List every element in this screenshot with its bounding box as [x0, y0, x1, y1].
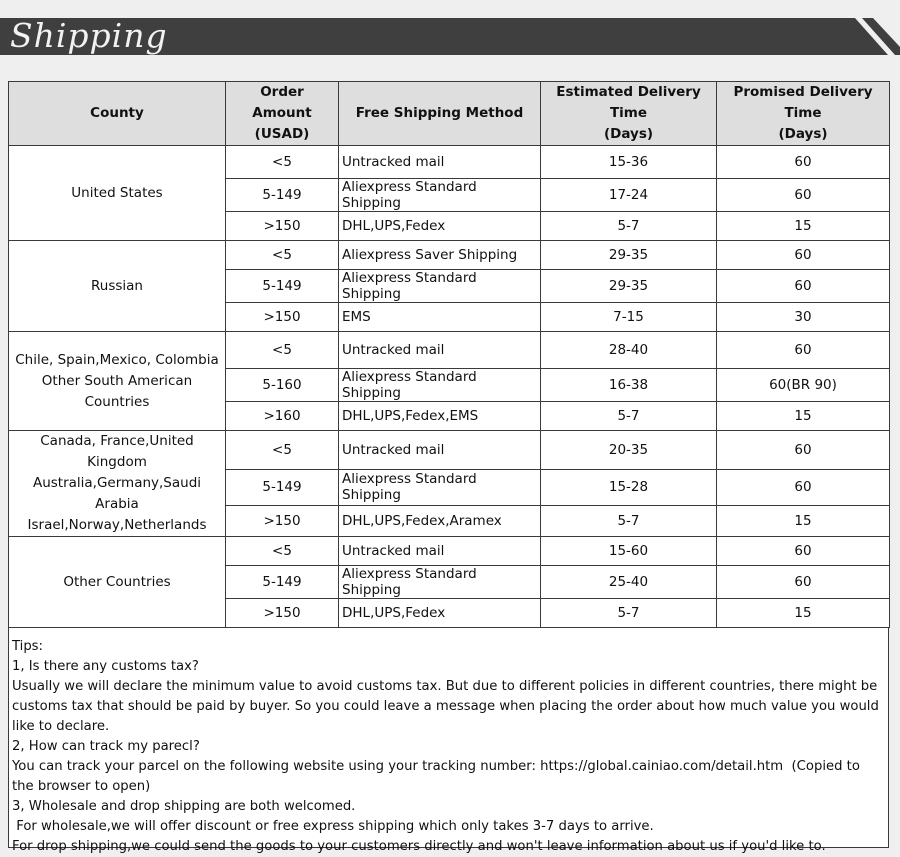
shipping-sheet [8, 81, 889, 854]
method-cell: DHL,UPS,Fedex,Aramex [339, 505, 541, 536]
table-header-row [9, 82, 890, 146]
estimated-cell: 15-60 [541, 537, 717, 566]
amount-cell: 5-149 [226, 566, 339, 599]
amount-cell: <5 [226, 146, 339, 179]
header-method: Free Shipping Method [339, 82, 541, 146]
method-cell: Aliexpress Standard Shipping [339, 566, 541, 599]
promised-cell: 60 [717, 566, 890, 599]
method-cell: Aliexpress Standard Shipping [339, 270, 541, 303]
amount-cell: 5-149 [226, 179, 339, 212]
method-cell: Aliexpress Standard Shipping [339, 469, 541, 505]
method-cell: DHL,UPS,Fedex,EMS [339, 402, 541, 431]
amount-cell: >150 [226, 212, 339, 241]
promised-cell: 60 [717, 146, 890, 179]
promised-cell: 60 [717, 241, 890, 270]
table-row [9, 431, 890, 470]
header-order-amount: Order Amount (USAD) [226, 82, 339, 146]
country-cell: United States [9, 146, 226, 241]
country-cell: Canada, France,United Kingdom Australia,Germany,Saudi Arabia Israel,Norway,Netherlands [9, 431, 226, 537]
amount-cell: 5-149 [226, 469, 339, 505]
method-cell: Untracked mail [339, 332, 541, 369]
estimated-cell: 25-40 [541, 566, 717, 599]
amount-cell: 5-160 [226, 369, 339, 402]
method-cell: DHL,UPS,Fedex [339, 212, 541, 241]
tips-heading: Tips: [12, 639, 43, 654]
country-cell: Other Countries [9, 537, 226, 628]
method-cell: DHL,UPS,Fedex [339, 599, 541, 628]
estimated-cell: 5-7 [541, 402, 717, 431]
estimated-cell: 16-38 [541, 369, 717, 402]
tips-section [8, 628, 889, 854]
promised-cell: 15 [717, 599, 890, 628]
amount-cell: <5 [226, 332, 339, 369]
method-cell: Untracked mail [339, 146, 541, 179]
table-row [9, 146, 890, 179]
method-cell: Aliexpress Standard Shipping [339, 179, 541, 212]
country-cell: Chile, Spain,Mexico, Colombia Other South American Countries [9, 332, 226, 431]
promised-cell: 60 [717, 431, 890, 470]
shipping-banner [0, 18, 900, 56]
estimated-cell: 5-7 [541, 505, 717, 536]
table-row [9, 241, 890, 270]
amount-cell: <5 [226, 537, 339, 566]
method-cell: EMS [339, 303, 541, 332]
promised-cell: 60 [717, 537, 890, 566]
promised-cell: 30 [717, 303, 890, 332]
promised-cell: 60 [717, 469, 890, 505]
estimated-cell: 15-28 [541, 469, 717, 505]
estimated-cell: 29-35 [541, 270, 717, 303]
banner-title: Shipping [10, 16, 168, 55]
table-row [9, 537, 890, 566]
promised-cell: 60(BR 90) [717, 369, 890, 402]
amount-cell: >150 [226, 599, 339, 628]
tips-answer-3b: For drop shipping,we could send the goods to your customers directly and won't leave information about us if you'd like to. [12, 839, 826, 854]
header-promised: Promised Delivery Time (Days) [717, 82, 890, 146]
estimated-cell: 17-24 [541, 179, 717, 212]
promised-cell: 15 [717, 212, 890, 241]
estimated-cell: 28-40 [541, 332, 717, 369]
shipping-table [8, 81, 890, 628]
estimated-cell: 15-36 [541, 146, 717, 179]
tips-question-3: 3, Wholesale and drop shipping are both welcomed. [12, 799, 356, 814]
tips-question-1: 1, Is there any customs tax? [12, 659, 199, 674]
tips-answer-2: You can track your parcel on the following website using your tracking number: https://global.cainiao.com/detail.htm (Copied to the browser to open) [12, 759, 865, 794]
method-cell: Untracked mail [339, 537, 541, 566]
estimated-cell: 7-15 [541, 303, 717, 332]
promised-cell: 60 [717, 179, 890, 212]
amount-cell: <5 [226, 241, 339, 270]
estimated-cell: 5-7 [541, 599, 717, 628]
header-estimated: Estimated Delivery Time (Days) [541, 82, 717, 146]
estimated-cell: 20-35 [541, 431, 717, 470]
amount-cell: >160 [226, 402, 339, 431]
promised-cell: 60 [717, 270, 890, 303]
promised-cell: 60 [717, 332, 890, 369]
method-cell: Aliexpress Standard Shipping [339, 369, 541, 402]
tips-question-2: 2, How can track my parecl? [12, 739, 200, 754]
promised-cell: 15 [717, 402, 890, 431]
header-county: County [9, 82, 226, 146]
table-row [9, 332, 890, 369]
amount-cell: <5 [226, 431, 339, 470]
country-cell: Russian [9, 241, 226, 332]
amount-cell: >150 [226, 303, 339, 332]
method-cell: Untracked mail [339, 431, 541, 470]
amount-cell: 5-149 [226, 270, 339, 303]
estimated-cell: 29-35 [541, 241, 717, 270]
method-cell: Aliexpress Saver Shipping [339, 241, 541, 270]
amount-cell: >150 [226, 505, 339, 536]
tips-answer-1: Usually we will declare the minimum value to avoid customs tax. But due to different policies in different countries, there might be customs tax that should be paid by buyer. So you could leave a message when placing the order about how much value you would like to declare. [12, 679, 884, 734]
tips-answer-3a: For wholesale,we will offer discount or free express shipping which only takes 3-7 days to arrive. [12, 819, 654, 834]
promised-cell: 15 [717, 505, 890, 536]
estimated-cell: 5-7 [541, 212, 717, 241]
